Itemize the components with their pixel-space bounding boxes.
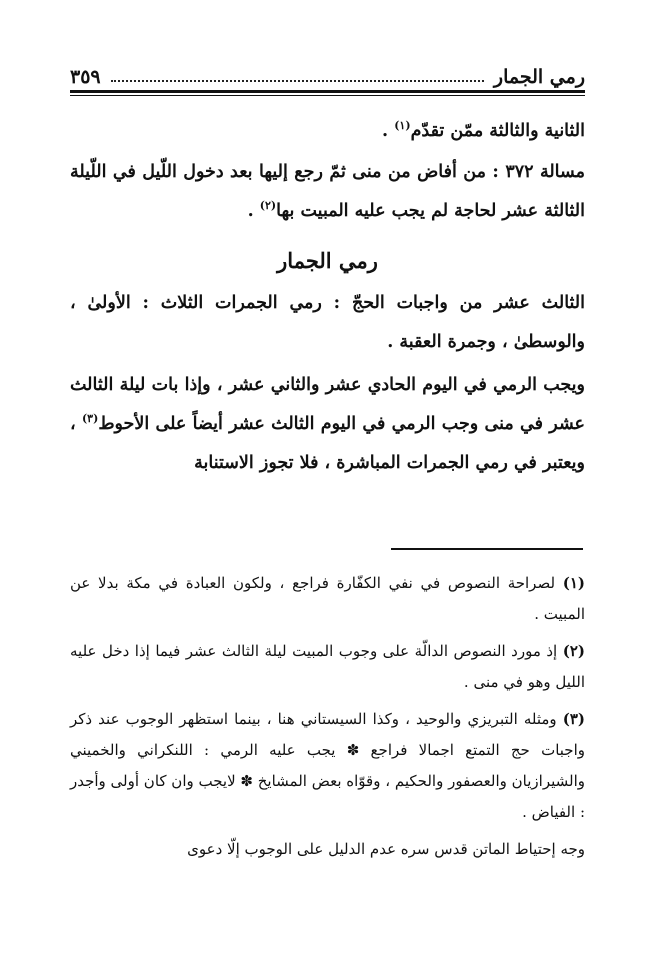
header-rule-thin: [70, 95, 585, 96]
continued-line: الثانية والثالثة ممّن تقدّم$^{(١)}$ .: [382, 119, 585, 141]
section-heading: رمي الجمار: [277, 248, 378, 273]
footnote-ref-3: (٣): [81, 412, 99, 426]
issue-label: مسالة ٣٧٢: [505, 162, 585, 182]
leader-dots: [111, 79, 484, 82]
footnote-1: (١) لصراحة النصوص في نفي الكفّارة فراجع ، ولكون العبادة في مكة بدلا عن المبيت .: [70, 574, 585, 623]
running-title: رمي الجمار: [493, 66, 585, 88]
running-header: [70, 58, 585, 88]
footnote-separator: [391, 548, 583, 550]
issue-paragraph: مسالة ٣٧٢ : من أفاض من منى ثمّ رجع إليها بعد دخول اللّيل في اللّيلة الثالثة عشر لحاجة لم يجب عليه المبيت بها$^{(٢)}$ .: [70, 162, 585, 221]
main-text: [70, 112, 585, 483]
footnotes: [70, 568, 585, 871]
page-number: ٣٥٩: [70, 66, 101, 88]
footnote-ref-1: (١): [394, 119, 411, 133]
paragraph-timing: ويجب الرمي في اليوم الحادي عشر والثاني عشر ، وإذا بات ليلة الثالث عشر في منى وجب الرمي في اليوم الثالث عشر أيضاً على الأحوط$^{(٣)}$ ، ويعتبر في رمي الجمرات المباشرة ، فلا تجوز الاستنابة: [70, 375, 585, 473]
paragraph-obligation: الثالث عشر من واجبات الحجّ : رمي الجمرات الثلاث : الأولىٰ ، والوسطىٰ ، وجمرة العقبة .: [70, 293, 585, 352]
footnote-3: (٣) ومثله التبريزي والوحيد ، وكذا السيستاني هنا ، بينما استظهر الوجوب عند ذكر واجبات حج التمتع اجمالا فراجع ✽ يجب عليه الرمي : اللنكراني والخميني والشيرازيان والعصفور والحكيم ، وقوّاه بعض المشايخ ✽ لايجب وان كان أولى وأجدر : الفياض .: [69, 710, 585, 821]
footnote-2: (٢) إذ مورد النصوص الدالّة على وجوب المبيت ليلة الثالث عشر فيما إذا دخل عليه الليل وهو في منى .: [70, 642, 585, 691]
footnote-ref-2: (٢): [259, 199, 277, 213]
header-rule-thick: [70, 90, 585, 93]
footnote-continuation: وجه إحتياط الماتن قدس سره عدم الدليل على الوجوب إلّا دعوى: [187, 840, 585, 858]
